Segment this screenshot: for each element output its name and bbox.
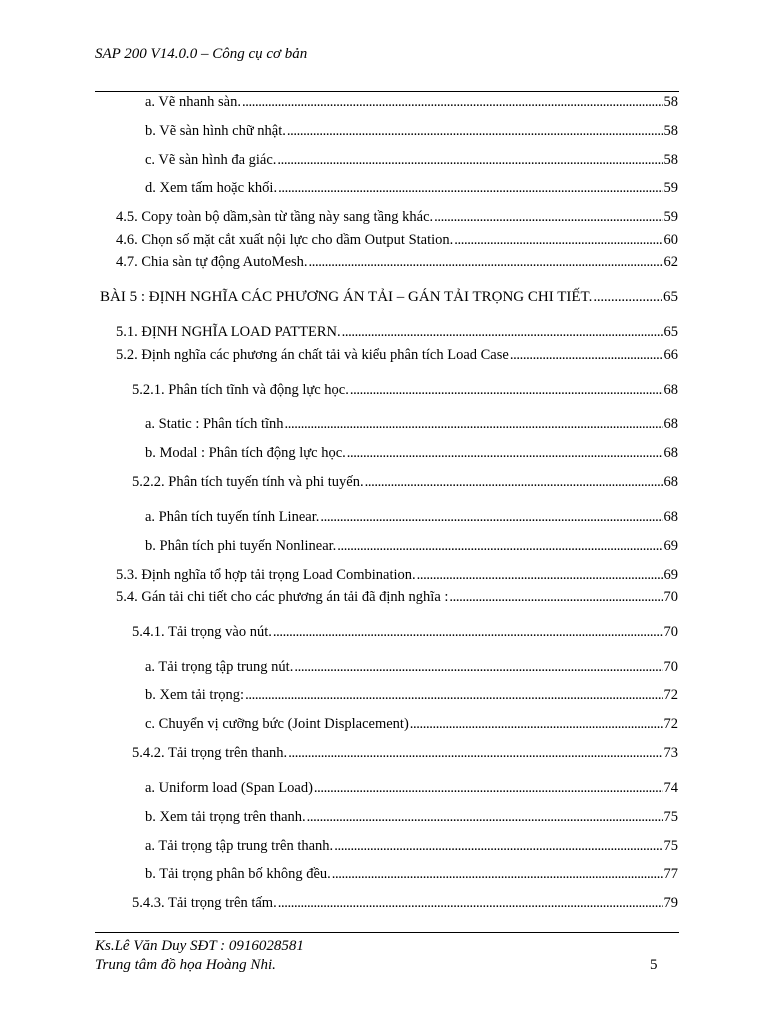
dot-leader bbox=[278, 179, 662, 197]
toc-page-number: 70 bbox=[663, 624, 678, 640]
dot-leader bbox=[288, 744, 662, 762]
dot-leader bbox=[309, 253, 663, 271]
toc-entry[interactable]: 5.2. Định nghĩa các phương án chất tải và kiểu phân tích Load Case . . . 66 bbox=[116, 346, 678, 364]
dot-leader bbox=[510, 346, 663, 364]
dot-leader bbox=[332, 865, 663, 883]
toc-entry[interactable]: 5.2.2. Phân tích tuyến tính và phi tuyến. . . . 68 bbox=[132, 473, 678, 491]
dot-leader bbox=[449, 588, 662, 606]
toc-entry[interactable]: 5.1. ĐỊNH NGHĨA LOAD PATTERN. . . . 65 bbox=[116, 323, 678, 341]
toc-page-number: 77 bbox=[663, 866, 678, 882]
toc-page-number: 65 bbox=[663, 289, 678, 305]
toc-entry[interactable]: b. Xem tải trọng: . . . 72 bbox=[145, 686, 678, 704]
dot-leader bbox=[417, 566, 663, 584]
toc-page-number: 75 bbox=[663, 838, 678, 854]
toc-entry[interactable]: a. Phân tích tuyến tính Linear. . . . 68 bbox=[145, 508, 678, 526]
toc-entry[interactable]: 5.3. Định nghĩa tổ hợp tải trọng Load Combination. . . . 69 bbox=[116, 566, 678, 584]
toc-entry[interactable]: 4.5. Copy toàn bộ dầm,sàn từ tầng này sang tầng khác. . . . 59 bbox=[116, 208, 678, 226]
toc-page-number: 68 bbox=[663, 382, 678, 398]
dot-leader bbox=[294, 658, 662, 676]
toc-entry[interactable]: 5.4.1. Tải trọng vào nút. . . . 70 bbox=[132, 623, 678, 641]
dot-leader bbox=[242, 93, 663, 111]
toc-page-number: 72 bbox=[663, 716, 678, 732]
dot-leader bbox=[334, 837, 662, 855]
toc-entry[interactable]: a. Uniform load (Span Load) . . . 74 bbox=[145, 779, 678, 797]
toc-page-number: 69 bbox=[663, 567, 678, 583]
toc-entry[interactable]: 4.6. Chọn số mặt cắt xuất nội lực cho dầm Output Station. . . . 60 bbox=[116, 231, 678, 249]
header-rule bbox=[95, 91, 679, 92]
toc-page-number: 79 bbox=[663, 895, 678, 911]
dot-leader bbox=[277, 151, 662, 169]
toc-page-number: 68 bbox=[663, 416, 678, 432]
toc-entry[interactable]: 5.2.1. Phân tích tĩnh và động lực học. . . . 68 bbox=[132, 381, 678, 399]
toc-page-number: 62 bbox=[663, 254, 678, 270]
toc-entry[interactable]: 4.7. Chia sàn tự động AutoMesh. . . . 62 bbox=[116, 253, 678, 271]
dot-leader bbox=[273, 623, 663, 641]
dot-leader bbox=[287, 122, 663, 140]
dot-leader bbox=[314, 779, 663, 797]
toc-entry[interactable]: c. Vẽ sàn hình đa giác. . . . 58 bbox=[145, 151, 678, 169]
toc-page-number: 68 bbox=[663, 445, 678, 461]
toc-entry[interactable]: a. Vẽ nhanh sàn. . . . 58 bbox=[145, 93, 678, 111]
dot-leader bbox=[320, 508, 662, 526]
toc-page-number: 69 bbox=[663, 538, 678, 554]
toc-entry[interactable]: b. Xem tải trọng trên thanh. . . . 75 bbox=[145, 808, 678, 826]
toc-page-number: 73 bbox=[663, 745, 678, 761]
toc-chapter-entry[interactable]: BÀI 5 : ĐỊNH NGHĨA CÁC PHƯƠNG ÁN TẢI – GÁN TẢI TRỌNG CHI TIẾT. . . . 65 bbox=[100, 288, 678, 306]
toc-page-number: 59 bbox=[663, 209, 678, 225]
toc-page-number: 68 bbox=[663, 474, 678, 490]
footer-center: Trung tâm đồ họa Hoàng Nhi. bbox=[95, 957, 276, 973]
dot-leader bbox=[434, 208, 662, 226]
toc-entry[interactable]: 5.4.3. Tải trọng trên tấm. . . . 79 bbox=[132, 894, 678, 912]
dot-leader bbox=[285, 415, 663, 433]
toc-page-number: 65 bbox=[663, 324, 678, 340]
toc-entry[interactable]: a. Static : Phân tích tĩnh . . . 68 bbox=[145, 415, 678, 433]
dot-leader bbox=[350, 381, 663, 399]
toc-page-number: 74 bbox=[663, 780, 678, 796]
toc-page-number: 66 bbox=[663, 347, 678, 363]
toc-page-number: 70 bbox=[663, 659, 678, 675]
toc-entry[interactable]: b. Tải trọng phân bố không đều. . . . 77 bbox=[145, 865, 678, 883]
toc-page-number: 72 bbox=[663, 687, 678, 703]
footer-rule bbox=[95, 932, 679, 933]
dot-leader bbox=[307, 808, 663, 826]
dot-leader bbox=[410, 715, 663, 733]
toc-entry[interactable]: b. Modal : Phân tích động lực học. . . . 68 bbox=[145, 444, 678, 462]
toc-entry[interactable]: c. Chuyển vị cưỡng bức (Joint Displacement) . . . 72 bbox=[145, 715, 678, 733]
toc-entry[interactable]: d. Xem tấm hoặc khối. . . . 59 bbox=[145, 179, 678, 197]
dot-leader bbox=[454, 231, 662, 249]
toc-entry[interactable]: 5.4. Gán tải chi tiết cho các phương án tải đã định nghĩa : . . . 70 bbox=[116, 588, 678, 606]
header-title: SAP 200 V14.0.0 – Công cụ cơ bản bbox=[95, 46, 308, 62]
dot-leader bbox=[337, 537, 662, 555]
footer-author: Ks.Lê Văn Duy SĐT : 0916028581 bbox=[95, 938, 304, 954]
toc-page-number: 68 bbox=[663, 509, 678, 525]
dot-leader bbox=[342, 323, 663, 341]
dot-leader bbox=[245, 686, 662, 704]
toc-page-number: 70 bbox=[663, 589, 678, 605]
toc-page-number: 59 bbox=[663, 180, 678, 196]
toc-page-number: 58 bbox=[663, 94, 678, 110]
dot-leader bbox=[278, 894, 663, 912]
toc-page-number: 58 bbox=[663, 152, 678, 168]
page-number: 5 bbox=[650, 957, 658, 973]
toc-entry[interactable]: 5.4.2. Tải trọng trên thanh. . . . 73 bbox=[132, 744, 678, 762]
toc-entry[interactable]: b. Phân tích phi tuyến Nonlinear. . . . 69 bbox=[145, 537, 678, 555]
toc-page-number: 75 bbox=[663, 809, 678, 825]
toc-entry[interactable]: a. Tải trọng tập trung trên thanh. . . . 75 bbox=[145, 837, 678, 855]
toc-page-number: 60 bbox=[663, 232, 678, 248]
dot-leader bbox=[347, 444, 663, 462]
dot-leader bbox=[593, 288, 662, 306]
toc-entry[interactable]: a. Tải trọng tập trung nút. . . . 70 bbox=[145, 658, 678, 676]
toc-entry[interactable]: b. Vẽ sàn hình chữ nhật. . . . 58 bbox=[145, 122, 678, 140]
dot-leader bbox=[365, 473, 663, 491]
toc-page-number: 58 bbox=[663, 123, 678, 139]
